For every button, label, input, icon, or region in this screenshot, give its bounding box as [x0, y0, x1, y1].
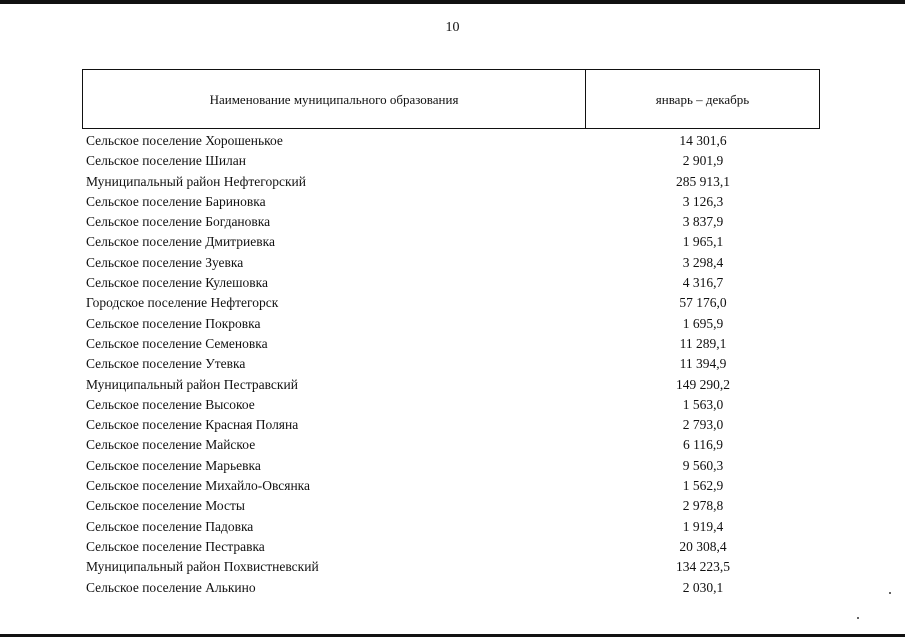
table-row	[0, 212, 905, 232]
table-row	[0, 415, 905, 435]
header-name-column: Наименование муниципального образования	[83, 70, 586, 128]
table-row	[0, 375, 905, 395]
table-body	[0, 131, 905, 598]
table-row	[0, 334, 905, 354]
row-name: Сельское поселение Дмитриевка	[86, 234, 275, 250]
row-value: 1 563,0	[682, 396, 724, 412]
table-row	[0, 435, 905, 455]
row-name: Сельское поселение Пестравка	[86, 538, 265, 554]
row-name: Сельское поселение Кулешовка	[86, 275, 268, 291]
row-value: 149 290,2	[676, 376, 730, 392]
row-name: Муниципальный район Нефтегорский	[86, 173, 307, 189]
row-name: Сельское поселение Семеновка	[86, 335, 268, 351]
row-name: Сельское поселение Бариновка	[86, 193, 266, 209]
row-value: 1 965,1	[682, 234, 724, 250]
row-value: 2 901,9	[682, 153, 724, 169]
table-row	[0, 172, 905, 192]
row-name: Сельское поселение Богдановка	[86, 214, 271, 230]
table-row	[0, 456, 905, 476]
row-name: Сельское поселение Высокое	[86, 396, 255, 412]
table-row	[0, 314, 905, 334]
table-row	[0, 517, 905, 537]
row-name: Сельское поселение Марьевка	[86, 457, 261, 473]
row-name: Городское поселение Нефтегорск	[86, 295, 279, 311]
row-value: 2 978,8	[682, 498, 724, 514]
table-row	[0, 557, 905, 577]
row-value: 3 126,3	[682, 193, 724, 209]
row-value: 2 030,1	[682, 579, 724, 595]
row-name: Сельское поселение Покровка	[86, 315, 261, 331]
table-row	[0, 151, 905, 171]
table-row	[0, 192, 905, 212]
row-name: Сельское поселение Утевка	[86, 356, 246, 372]
row-value: 57 176,0	[679, 295, 727, 311]
row-value: 134 223,5	[676, 559, 730, 575]
row-value: 14 301,6	[679, 133, 727, 148]
page-number: 10	[445, 20, 460, 35]
row-name: Сельское поселение Шилан	[86, 153, 247, 169]
table-row	[0, 476, 905, 496]
row-name: Сельское поселение Алькино	[86, 579, 256, 595]
row-value: 285 913,1	[676, 173, 730, 189]
table-row	[0, 253, 905, 273]
row-value: 1 919,4	[682, 518, 724, 534]
row-value: 3 298,4	[682, 254, 724, 270]
row-name: Сельское поселение Зуевка	[86, 254, 244, 270]
row-value: 11 289,1	[679, 335, 727, 351]
row-name: Сельское поселение Красная Поляна	[86, 417, 299, 433]
table-row	[0, 496, 905, 516]
row-name: Сельское поселение Мосты	[86, 498, 245, 514]
row-name: Муниципальный район Пестравский	[86, 376, 298, 392]
table-row	[0, 395, 905, 415]
row-name: Муниципальный район Похвистневский	[86, 559, 319, 575]
row-value: 20 308,4	[679, 538, 727, 554]
table-row	[0, 131, 905, 151]
table-header	[82, 69, 820, 129]
row-value: 4 316,7	[682, 275, 724, 291]
top-border	[0, 0, 905, 4]
table-row	[0, 273, 905, 293]
row-name: Сельское поселение Падовка	[86, 518, 254, 534]
row-value: 2 793,0	[682, 417, 724, 433]
row-name: Сельское поселение Майское	[86, 437, 256, 453]
row-value: 1 695,9	[682, 315, 724, 331]
row-value: 9 560,3	[682, 457, 724, 473]
row-value: 6 116,9	[683, 437, 723, 453]
table-row	[0, 578, 905, 598]
row-value: 1 562,9	[682, 478, 724, 494]
bottom-border	[0, 634, 905, 637]
row-value: 3 837,9	[682, 214, 724, 230]
table-row	[0, 537, 905, 557]
scan-speck	[889, 592, 891, 594]
row-name: Сельское поселение Хорошенькое	[86, 133, 283, 148]
scan-speck	[857, 617, 859, 619]
table-row	[0, 293, 905, 313]
table-row	[0, 232, 905, 252]
row-name: Сельское поселение Михайло-Овсянка	[86, 478, 311, 494]
table-row	[0, 354, 905, 374]
header-period-column: январь – декабрь	[655, 92, 750, 107]
row-value: 11 394,9	[679, 356, 727, 372]
